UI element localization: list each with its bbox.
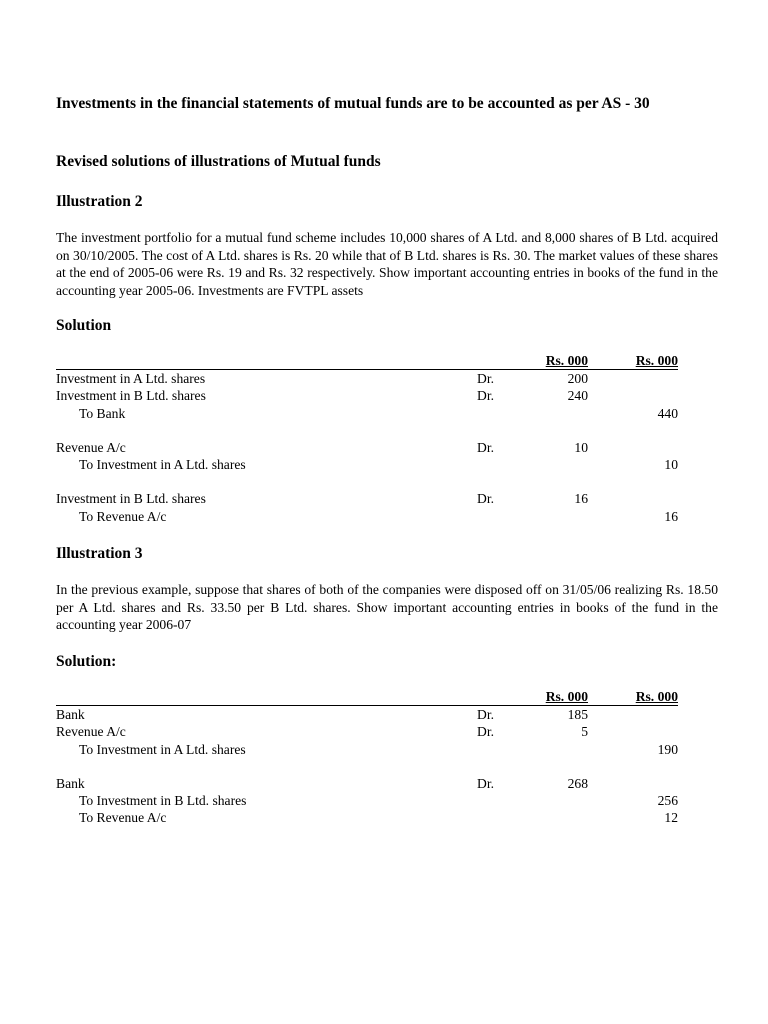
debit-amount: 10 bbox=[574, 439, 588, 455]
account-name: To Revenue A/c bbox=[79, 508, 167, 524]
journal-row bbox=[56, 405, 678, 422]
journal-row bbox=[56, 490, 678, 507]
debit-amount: 5 bbox=[581, 724, 588, 740]
illustration-3-solution-title: Solution: bbox=[56, 653, 117, 670]
journal-row bbox=[56, 508, 678, 525]
credit-amount: 190 bbox=[657, 741, 678, 757]
main-heading: Investments in the financial statements of mutual funds are to be accounted as per AS - 30 bbox=[56, 95, 650, 112]
account-name: Bank bbox=[56, 707, 85, 722]
illustration-2-text: The investment portfolio for a mutual fund scheme includes 10,000 shares of A Ltd. and 8,000 shares of B Ltd. acquired on 30/10/2005. The cost of A Ltd. shares is Rs. 20 while that of B Ltd. shares is Rs. 30. The market values of these shares at the end of 2005-06 were Rs. 19 and Rs. 32 respectively. Show important accounting entries in books of the fund in the accounting year 2005-06. Investments are FVTPL assets bbox=[56, 230, 718, 298]
credit-amount: 10 bbox=[664, 457, 678, 473]
journal-table-illustration-2 bbox=[56, 353, 678, 525]
journal-header bbox=[56, 689, 678, 706]
journal-rows bbox=[56, 706, 678, 827]
journal-row bbox=[56, 456, 678, 473]
credit-column-header: Rs. 000 bbox=[635, 353, 678, 368]
account-name: Investment in B Ltd. shares bbox=[56, 388, 206, 404]
journal-row bbox=[56, 706, 678, 723]
journal-header bbox=[56, 353, 678, 370]
dr-marker: Dr. bbox=[477, 724, 494, 740]
dr-marker: Dr. bbox=[477, 707, 494, 722]
account-name: To Investment in A Ltd. shares bbox=[79, 741, 246, 757]
account-name: Investment in A Ltd. shares bbox=[56, 371, 206, 386]
debit-column-header: Rs. 000 bbox=[545, 689, 588, 704]
illustration-3-title: Illustration 3 bbox=[56, 545, 143, 562]
debit-amount: 240 bbox=[567, 388, 588, 404]
revised-solutions-heading: Revised solutions of illustrations of Mutual funds bbox=[56, 153, 381, 170]
account-name: To Bank bbox=[79, 405, 126, 421]
debit-amount: 185 bbox=[567, 707, 588, 722]
journal-row bbox=[56, 723, 678, 740]
journal-row bbox=[56, 809, 678, 826]
journal-row bbox=[56, 387, 678, 404]
dr-marker: Dr. bbox=[477, 439, 494, 455]
account-name: Revenue A/c bbox=[56, 724, 126, 740]
credit-amount: 440 bbox=[657, 405, 678, 421]
debit-column-header: Rs. 000 bbox=[545, 353, 588, 368]
illustration-3-text: In the previous example, suppose that shares of both of the companies were disposed off on 31/05/06 realizing Rs. 18.50 per A Ltd. shares and Rs. 33.50 per B Ltd. shares. Show important accounting entries in books of the fund in the accounting year 2006-07 bbox=[56, 582, 718, 632]
debit-amount: 16 bbox=[574, 491, 588, 507]
credit-amount: 256 bbox=[657, 793, 678, 809]
account-name: Investment in B Ltd. shares bbox=[56, 491, 206, 507]
credit-amount: 12 bbox=[664, 810, 678, 826]
journal-row bbox=[56, 370, 678, 387]
illustration-2-solution-title: Solution bbox=[56, 317, 112, 334]
journal-row bbox=[56, 439, 678, 456]
credit-amount: 16 bbox=[664, 508, 678, 524]
dr-marker: Dr. bbox=[477, 388, 494, 404]
illustration-2-title: Illustration 2 bbox=[56, 193, 143, 210]
account-name: To Investment in B Ltd. shares bbox=[79, 793, 247, 809]
journal-row bbox=[56, 792, 678, 809]
account-name: Revenue A/c bbox=[56, 439, 126, 455]
debit-amount: 268 bbox=[567, 775, 588, 791]
dr-marker: Dr. bbox=[477, 371, 494, 386]
account-name: To Revenue A/c bbox=[79, 810, 167, 826]
dr-marker: Dr. bbox=[477, 775, 494, 791]
journal-row bbox=[56, 741, 678, 758]
journal-table-illustration-3 bbox=[56, 689, 678, 827]
account-name: Bank bbox=[56, 775, 85, 791]
account-name: To Investment in A Ltd. shares bbox=[79, 457, 246, 473]
credit-column-header: Rs. 000 bbox=[635, 689, 678, 704]
dr-marker: Dr. bbox=[477, 491, 494, 507]
debit-amount: 200 bbox=[567, 371, 588, 386]
journal-rows bbox=[56, 370, 678, 525]
journal-row bbox=[56, 775, 678, 792]
